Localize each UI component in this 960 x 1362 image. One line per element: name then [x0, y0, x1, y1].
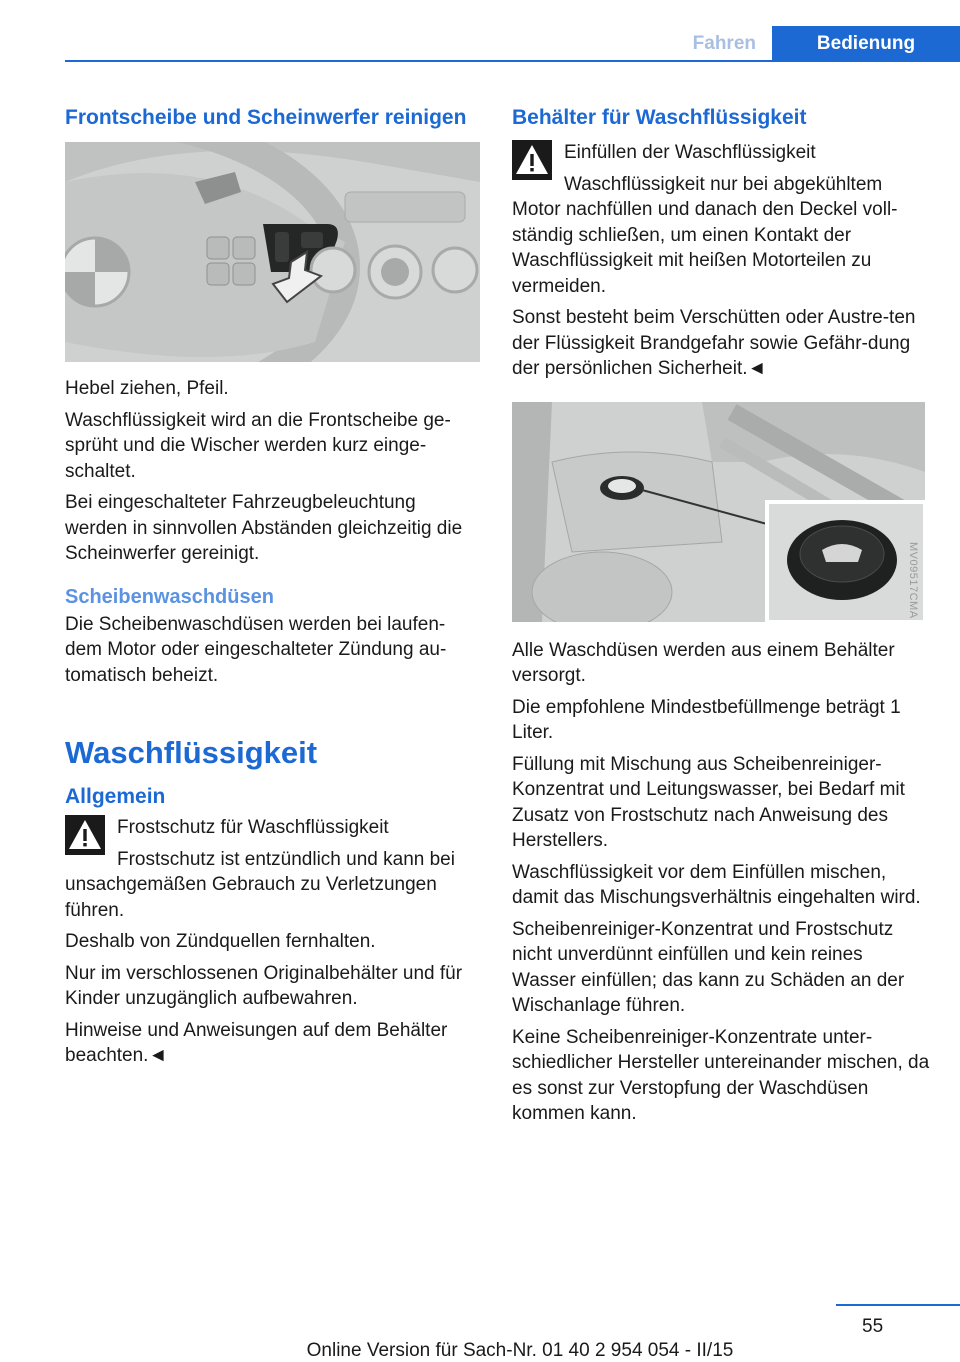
left-column — [65, 100, 480, 1075]
steering-wheel-illustration — [65, 142, 480, 362]
online-version-text: Online Version für Sach-Nr. 01 40 2 954 054 - II/15 — [306, 1340, 734, 1361]
warning-triangle-icon — [512, 140, 552, 180]
engine-bay-drawing — [512, 402, 925, 622]
header-tabs — [675, 26, 960, 61]
reservoir-illustration — [512, 402, 925, 622]
paragraph: Bei eingeschalteter Fahrzeugbeleuchtung werden in sinnvollen Abständen gleichzeitig die Scheinwerfer gereinigt. — [65, 492, 463, 564]
paragraph: Sonst besteht beim Verschütten oder Austre-ten der Flüssigkeit Brandgefahr sowie Gefähr-dung der persönlichen Sicherheit.◄ — [512, 307, 916, 379]
warning-block — [512, 140, 930, 166]
chapter-title: Waschflüssigkeit — [65, 735, 318, 770]
paragraph: Keine Scheibenreiniger-Konzentrate unter-schiedlicher Hersteller untereinander mischen, da es sonst zur Verstopfung der Waschdüsen kommen kann. — [512, 1026, 930, 1124]
paragraph: Die empfohlene Mindestbefüllmenge beträgt 1 Liter. — [512, 696, 901, 743]
paragraph: Scheibenreiniger-Konzentrat und Frostschutz nicht unverdünnt einfüllen und kein reines Wasser einfüllen; das kann zu Schäden an der Wischanlage führen. — [512, 918, 905, 1016]
paragraph: Waschflüssigkeit wird an die Frontscheibe ge-sprüht und die Wischer werden kurz einge-schaltet. — [65, 409, 451, 482]
paragraph: Waschflüssigkeit vor dem Einfüllen mischen, damit das Mischungsverhältnis eingehalten wird. — [512, 861, 921, 908]
warning-block — [65, 815, 480, 841]
tab-fahren[interactable]: Fahren — [675, 26, 772, 61]
paragraph: Alle Waschdüsen werden aus einem Behälter versorgt. — [512, 639, 895, 686]
figure-code: MV09517CMA — [907, 541, 919, 619]
paragraph: Hinweise und Anweisungen auf dem Behälter beachten.◄ — [65, 1019, 448, 1066]
page-number: 55 — [862, 1316, 884, 1337]
warning-text: Waschflüssigkeit nur bei abgekühltem Motor nachfüllen und danach den Deckel voll-ständig schließen, um einen Kontakt der Waschflüssigkeit mit heißen Motorteilen zu vermeiden. — [512, 173, 898, 297]
steering-wheel-drawing — [65, 142, 480, 362]
right-column — [512, 100, 930, 1133]
section-heading-reservoir: Behälter für Waschflüssigkeit — [512, 106, 807, 129]
paragraph: Füllung mit Mischung aus Scheibenreiniger-Konzentrat und Leitungswasser, bei Bedarf mit Zusatz von Frostschutz nach Anweisung des Herstellers. — [512, 753, 905, 851]
footer-rule — [836, 1304, 960, 1306]
warning-text: Frostschutz ist entzündlich und kann bei unsachgemäßen Gebrauch zu Verletzungen führen. — [65, 848, 455, 921]
paragraph: Deshalb von Zündquellen fernhalten. — [65, 931, 376, 952]
paragraph: Nur im verschlossenen Originalbehälter und für Kinder unzugänglich aufbewahren. — [65, 962, 463, 1009]
footer-online-version — [0, 1340, 960, 1362]
warning-triangle-icon — [65, 815, 105, 855]
header-rule — [65, 60, 960, 62]
tab-bedienung[interactable]: Bedienung — [772, 26, 960, 61]
paragraph: Die Scheibenwaschdüsen werden bei laufen-dem Motor oder eingeschalteter Zündung au-tomatisch beheizt. — [65, 613, 447, 686]
section-heading-windscreen: Frontscheibe und Scheinwerfer reinigen — [65, 106, 467, 129]
subheading-washer-jets: Scheibenwaschdüsen — [65, 585, 274, 608]
subheading-general: Allgemein — [65, 785, 166, 808]
warning-title: Einfüllen der Waschflüssigkeit — [564, 142, 816, 163]
warning-title: Frostschutz für Waschflüssigkeit — [117, 817, 389, 838]
paragraph: Hebel ziehen, Pfeil. — [65, 378, 229, 399]
